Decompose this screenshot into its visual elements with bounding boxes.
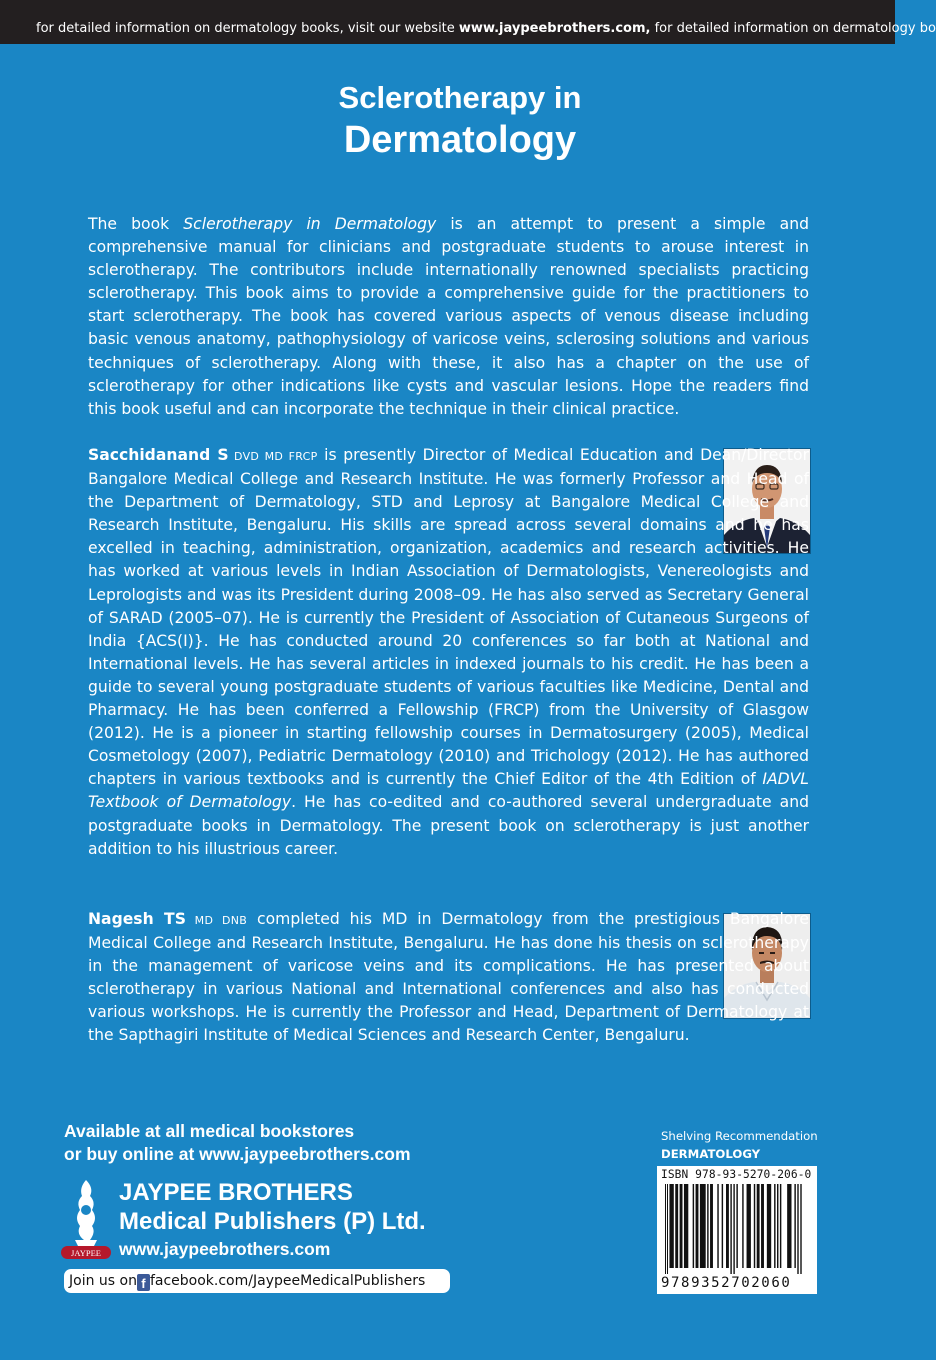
- author-1-bio: Sacchidanand S DVD MD FRCP is presently Director of Medical Education and Dean/Director Bangalore Medical College and Research Institute. He was formerly Professor and Head of the Department of Dermatology, STD and Leprosy at Bangalore Medical College and Research Institute, Bengaluru. His skills are spread across several domains and he has excelled in teaching, administration, organization, academics and research activities. He has worked at various levels in Indian Association of Dermatologists, Venereologists and Leprologists and was its President during 2008–09. He has also served as Secretary General of SARAD (2005–07). He is currently the President of Association of Cutaneous Surgeons of India {ACS(I)}. He has conducted around 20 conferences so far both at National and International levels. He has several articles in indexed journals to his credit. He has been a guide to several young postgraduate students of various faculties like Medicine, Dental and Pharmacy. He has been conferred a Fellowship (FRCP) from the University of Glasgow (2012). He is a pioneer in starting fellowship courses in Dermatosurgery (2005), Medical Cosmetology (2007), Pediatric Dermatology (2010) and Trichology (2012). He has authored chapters in various textbooks and is currently the Chief Editor of the 4th Edition of IADVL Textbook of Dermatology. He has co-edited and co-authored several undergraduate and postgraduate books in Dermatology. The present book on sclerotherapy is just another addition to his illustrious career.: [88, 446, 810, 858]
- barcode-bar: [665, 1184, 666, 1274]
- jaypee-logo-label: JAYPEE: [71, 1248, 101, 1258]
- shelving-label: Shelving Recommendation: [661, 1129, 818, 1143]
- isbn-text: ISBN 978-93-5270-206-0: [661, 1168, 812, 1181]
- barcode-bar: [761, 1184, 764, 1268]
- barcode-bar: [675, 1184, 678, 1268]
- barcode-bar: [707, 1184, 708, 1268]
- barcode-bar: [693, 1184, 694, 1268]
- barcode-bar: [767, 1184, 771, 1268]
- barcode-bar: [747, 1184, 751, 1268]
- barcode-bar: [797, 1184, 798, 1274]
- barcode-bar: [700, 1184, 706, 1268]
- author-2-bio: Nagesh TS MD DNB completed his MD in Dermatology from the prestigious Bangalore Medical College and Research Institute, Bengaluru. He has done his thesis on sclerotherapy in the management of varicose veins and its complications. He has presented about sclerotherapy in various National and International conferences and also has conducted various workshops. He is currently the Professor and Head, Department of Dermatology at the Sapthagiri Institute of Medical Sciences and Research Center, Bengaluru.: [88, 910, 809, 1045]
- author-2-name: Nagesh TS: [88, 910, 186, 928]
- availability-link[interactable]: or buy online at www.jaypeebrothers.com: [64, 1144, 411, 1164]
- author-1-name: Sacchidanand S: [88, 446, 229, 464]
- book-title-line-2: Dermatology: [343, 119, 577, 161]
- barcode-bar: [757, 1184, 760, 1268]
- barcode-bar: [669, 1184, 673, 1268]
- author-2-qualifications: MD DNB: [185, 914, 248, 927]
- barcode-bars: [663, 1184, 811, 1274]
- barcode-bar: [726, 1184, 729, 1268]
- barcode-bar: [730, 1184, 731, 1274]
- barcode-bar: [777, 1184, 778, 1268]
- book-title-italic: Sclerotherapy in Dermatology: [183, 215, 437, 233]
- barcode-bar: [780, 1184, 781, 1268]
- jaypee-logo: [60, 1176, 112, 1260]
- barcode-bar: [733, 1184, 734, 1274]
- join-us-label: Join us on: [69, 1273, 137, 1289]
- top-banner-text: for detailed information on dermatology books, visit our website www.jaypeebrothers.com, for detailed information on dermatology bo: [36, 21, 936, 36]
- barcode-bar: [710, 1184, 713, 1268]
- book-description: The book Sclerotherapy in Dermatology is an attempt to present a simple and comprehensive manual for clinicians and postgraduate students to arouse interest in sclerotherapy. The contributors include internationally renowned specialists practicing sclerotherapy. This book aims to provide a comprehensive guide for the practitioners to start sclerotherapy. The book has covered various aspects of venous disease including basic venous anatomy, pathophysiology of varicose veins, sclerosing solutions and various techniques of sclerotherapy. Along with these, it also has a chapter on the use of sclerotherapy for other indications like cysts and vascular lesions. Hope the readers find this book useful and can incorporate the technique in their clinical practice.: [88, 215, 809, 418]
- barcode-bar: [742, 1184, 743, 1268]
- barcode-bar: [774, 1184, 775, 1268]
- author-1-book-ref: IADVL Textbook of Dermatology: [88, 770, 809, 812]
- shelving-value: DERMATOLOGY: [661, 1147, 761, 1161]
- facebook-banner[interactable]: [64, 1269, 450, 1293]
- facebook-icon: f: [137, 1274, 150, 1291]
- barcode-bar: [800, 1184, 801, 1274]
- publisher-website[interactable]: www.jaypeebrothers.com: [119, 1239, 331, 1259]
- barcode-bar: [696, 1184, 699, 1268]
- barcode-bar: [754, 1184, 755, 1268]
- barcode-bar: [722, 1184, 723, 1268]
- isbn-barcode: [657, 1166, 817, 1294]
- barcode-bar: [684, 1184, 688, 1268]
- book-title-line-1: Sclerotherapy in: [338, 80, 582, 115]
- barcode-bar: [794, 1184, 795, 1268]
- barcode-bar: [667, 1184, 668, 1274]
- facebook-link[interactable]: facebook.com/JaypeeMedicalPublishers: [149, 1273, 426, 1289]
- author-1-qualifications: DVD MD FRCP: [228, 450, 318, 463]
- barcode-bar: [680, 1184, 683, 1268]
- availability-note: Available at all medical bookstores or buy online at www.jaypeebrothers.com: [64, 1121, 411, 1164]
- barcode-bar: [736, 1184, 737, 1268]
- publisher-name: JAYPEE BROTHERS Medical Publishers (P) Ltd.: [119, 1179, 426, 1235]
- barcode-digits: 9789352702060: [661, 1275, 792, 1291]
- barcode-bar: [717, 1184, 718, 1268]
- top-banner: [0, 0, 936, 44]
- top-banner-link[interactable]: www.jaypeebrothers.com,: [458, 21, 651, 36]
- barcode-bar: [787, 1184, 791, 1268]
